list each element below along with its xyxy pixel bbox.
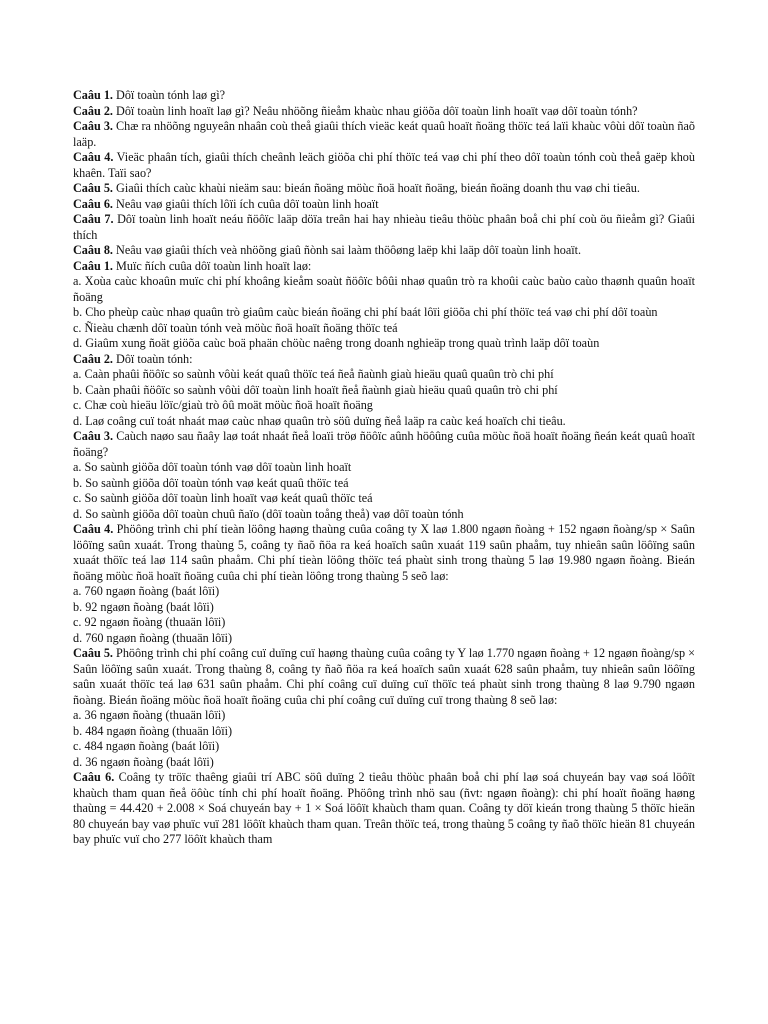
paragraph-text: Chæ ra nhöõng nguyeân nhaân coù theå giaûi thích vieäc keát quaû hoaït ñoäng thöïc teá laïi khaùc vôùi dôï toaùn ñaõ laäp. xyxy=(73,119,695,149)
answer-option xyxy=(73,507,695,523)
question-paragraph xyxy=(73,197,695,213)
answer-option xyxy=(73,755,695,771)
answer-option xyxy=(73,615,695,631)
question-paragraph xyxy=(73,259,695,275)
paragraph-text: Muïc ñích cuûa dôï toaùn linh hoaït laø: xyxy=(112,258,312,273)
answer-option xyxy=(73,336,695,352)
paragraph-text: c. Chæ coù hieäu löïc/giaù trò ôû moät möùc ñoä hoaït ñoäng xyxy=(73,398,373,412)
paragraph-text: d. 760 ngaøn ñoàng (thuaän lôïi) xyxy=(73,630,233,645)
question-label: Caâu 4. xyxy=(73,522,114,536)
paragraph-text: c. So saùnh giöõa dôï toaùn linh hoaït vaø keát quaû thöïc teá xyxy=(73,491,373,505)
paragraph-text: d. So saùnh giöõa dôï toaùn chuû ñaïo (dôï toaùn toång theå) vaø dôï toaùn tónh xyxy=(73,506,464,521)
answer-option xyxy=(73,476,695,492)
paragraph-text: Dôï toaùn tónh laø gì? xyxy=(112,88,226,102)
paragraph-text: b. 484 ngaøn ñoàng (thuaän lôïi) xyxy=(73,723,233,738)
question-label: Caâu 5. xyxy=(73,181,113,195)
paragraph-text: d. 36 ngaøn ñoàng (baát lôïi) xyxy=(73,754,214,769)
paragraph-text: Neâu vaø giaûi thích veà nhöõng giaû ñònh sai laàm thöôøng laëp khi laäp dôï toaùn linh hoaït. xyxy=(112,243,582,257)
question-paragraph xyxy=(73,181,695,197)
answer-option xyxy=(73,600,695,616)
question-label: Caâu 3. xyxy=(73,119,113,133)
question-paragraph xyxy=(73,119,695,150)
question-label: Caâu 6. xyxy=(73,196,113,211)
paragraph-text: Dôï toaùn linh hoaït laø gì? Neâu nhöõng ñieåm khaùc nhau giöõa dôï toaùn linh hoaït vaø dôï toaùn tónh? xyxy=(112,103,638,118)
answer-option xyxy=(73,708,695,724)
paragraph-text: c. 484 ngaøn ñoàng (baát lôïi) xyxy=(73,739,220,753)
question-paragraph xyxy=(73,150,695,181)
paragraph-text: Phöông trình chi phí tieàn löông haøng thaùng cuûa coâng ty X laø 1.800 ngaøn ñoàng + 152 ngaøn ñoàng/sp × Saûn löôïng saûn xuaát. Trong thaùng 5, coâng ty ñaõ ñöa ra keá hoaïch saûn xuaát 119 saûn phaåm, tuy nhieân saûn löôïng saûn xuaát thöïc teá laø 114 saûn phaåm. Chi phí tieàn löông thöïc teá phaùt sinh trong thaùng 5 laø 19.980 ngaøn ñoàng. Bieán ñoäng möùc ñoä hoaït ñoäng cuûa chi phí tieàn löông trong thaùng 5 seõ laø: xyxy=(73,522,695,583)
answer-option xyxy=(73,398,695,414)
question-paragraph xyxy=(73,88,695,104)
document-body xyxy=(73,88,695,848)
paragraph-text: b. 92 ngaøn ñoàng (baát lôïi) xyxy=(73,599,214,614)
question-label: Caâu 1. xyxy=(73,88,113,102)
paragraph-text: Vieäc phaân tích, giaûi thích cheânh leäch giöõa chi phí thöïc teá vaø chi phí theo dôï toaùn tónh coù theå gaëp khoù khaên. Taïi sao? xyxy=(73,150,695,180)
paragraph-text: b. Caàn phaûi ñöôïc so saùnh vôùi dôï toaùn linh hoaït ñeå ñaùnh giaù hieäu quaû quaûn trò chi phí xyxy=(73,382,558,397)
answer-option xyxy=(73,460,695,476)
paragraph-text: Giaûi thích caùc khaùi nieäm sau: bieán ñoäng möùc ñoä hoaït ñoäng, bieán ñoäng doanh thu vaø chi tieâu. xyxy=(112,181,640,195)
question-label: Caâu 5. xyxy=(73,646,113,660)
answer-option xyxy=(73,383,695,399)
question-paragraph xyxy=(73,243,695,259)
paragraph-text: Dôï toaùn linh hoaït neáu ñöôïc laäp döïa treân hai hay nhieàu tieâu thöùc phaân boå chi phí coù öu ñieåm gì? Giaûi thích xyxy=(73,212,695,242)
question-label: Caâu 2. xyxy=(73,103,113,118)
question-label: Caâu 2. xyxy=(73,351,113,366)
question-label: Caâu 3. xyxy=(73,429,114,443)
question-paragraph xyxy=(73,770,695,848)
paragraph-text: a. Caàn phaûi ñöôïc so saùnh vôùi keát quaû thöïc teá ñeå ñaùnh giaù hieäu quaû quaûn trò chi phí xyxy=(73,367,554,381)
answer-option xyxy=(73,491,695,507)
question-paragraph xyxy=(73,352,695,368)
paragraph-text: c. 92 ngaøn ñoàng (thuaän lôïi) xyxy=(73,615,226,629)
question-label: Caâu 6. xyxy=(73,770,115,784)
answer-option xyxy=(73,321,695,337)
paragraph-text: d. Giaûm xung ñoät giöõa caùc boä phaän chöùc naêng trong doanh nghieäp trong quaù trình laäp dôï toaùn xyxy=(73,336,600,350)
answer-option xyxy=(73,274,695,305)
question-label: Caâu 4. xyxy=(73,150,114,164)
paragraph-text: Neâu vaø giaûi thích lôïi ích cuûa dôï toaùn linh hoaït xyxy=(112,196,379,211)
paragraph-text: a. Xoùa caùc khoaûn muïc chi phí khoâng kieåm soaùt ñöôïc bôûi nhaø quaûn trò ra khoûi caùc baùo caùo thaønh quaûn hoaït ñoäng xyxy=(73,274,695,304)
question-label: Caâu 8. xyxy=(73,243,113,257)
paragraph-text: a. 36 ngaøn ñoàng (thuaän lôïi) xyxy=(73,708,226,722)
question-label: Caâu 7. xyxy=(73,212,114,226)
answer-option xyxy=(73,414,695,430)
answer-option xyxy=(73,739,695,755)
answer-option xyxy=(73,724,695,740)
paragraph-text: Caùch naøo sau ñaây laø toát nhaát ñeå loaïi tröø ñöôïc aûnh höôûng cuûa möùc ñoä hoaït ñoäng ñeán keát quaû hoaït ñoäng? xyxy=(73,429,695,459)
paragraph-text: Coâng ty tröïc thaêng giaûi trí ABC söû duïng 2 tieâu thöùc phaân boå chi phí laø soá chuyeán bay vaø soá löôït khaùch tham quan ñeå öôùc tính chi phí hoaït ñoäng. Phöông trình nhö sau (ñvt: ngaøn ñoàng): chi phí hoaït ñoäng haøng thaùng = 44.420 + 2.008 × Soá chuyeán bay + 1 × Soá löôït khaùch tham quan. Coâng ty döï kieán trong thaùng 5 thöïc hieän 80 chuyeán bay vaø phuïc vuï 281 löôït khaùch tham quan. Treân thöïc teá, trong thaùng 5 coâng ty ñaõ thöïc hieän 81 chuyeán bay phuïc vuï cho 277 löôït khaùch tham xyxy=(73,770,695,846)
answer-option xyxy=(73,367,695,383)
paragraph-text: d. Laø coâng cuï toát nhaát maø caùc nhaø quaûn trò söû duïng ñeå laäp ra caùc keá hoaïch chi tieâu. xyxy=(73,413,566,428)
paragraph-text: b. Cho pheùp caùc nhaø quaûn trò giaûm caùc bieán ñoäng chi phí baát lôïi giöõa chi phí thöïc teá vaø chi phí dôï toaùn xyxy=(73,305,658,319)
question-paragraph xyxy=(73,212,695,243)
paragraph-text: a. 760 ngaøn ñoàng (baát lôïi) xyxy=(73,584,220,598)
answer-option xyxy=(73,631,695,647)
question-paragraph xyxy=(73,646,695,708)
question-label: Caâu 1. xyxy=(73,258,113,273)
paragraph-text: a. So saùnh giöõa dôï toaùn tónh vaø dôï toaùn linh hoaït xyxy=(73,460,352,474)
answer-option xyxy=(73,584,695,600)
paragraph-text: b. So saùnh giöõa dôï toaùn tónh vaø keát quaû thöïc teá xyxy=(73,475,349,490)
paragraph-text: Phöông trình chi phí coâng cuï duïng cuï haøng thaùng cuûa coâng ty Y laø 1.770 ngaøn ñoàng + 12 ngaøn ñoàng/sp × Saûn löôïng saûn xuaát. Trong thaùng 8, coâng ty ñaõ ñöa ra keá hoaïch saûn xuaát 628 saûn phaåm, tuy nhieân saûn löôïng saûn xuaát thöïc teá laø 631 saûn phaåm. Chi phí coâng cuï duïng cuï thöïc teá phaùt sinh trong thaùng 8 laø 9.790 ngaøn ñoàng. Bieán ñoäng möùc ñoä hoaït ñoäng cuûa chi phí coâng cuï duïng cuï trong thaùng 8 seõ laø: xyxy=(73,646,695,707)
question-paragraph xyxy=(73,522,695,584)
answer-option xyxy=(73,305,695,321)
question-paragraph xyxy=(73,429,695,460)
paragraph-text: c. Ñieàu chænh dôï toaùn tónh veà möùc ñoä hoaït ñoäng thöïc teá xyxy=(73,320,398,335)
question-paragraph xyxy=(73,104,695,120)
paragraph-text: Dôï toaùn tónh: xyxy=(112,351,193,366)
